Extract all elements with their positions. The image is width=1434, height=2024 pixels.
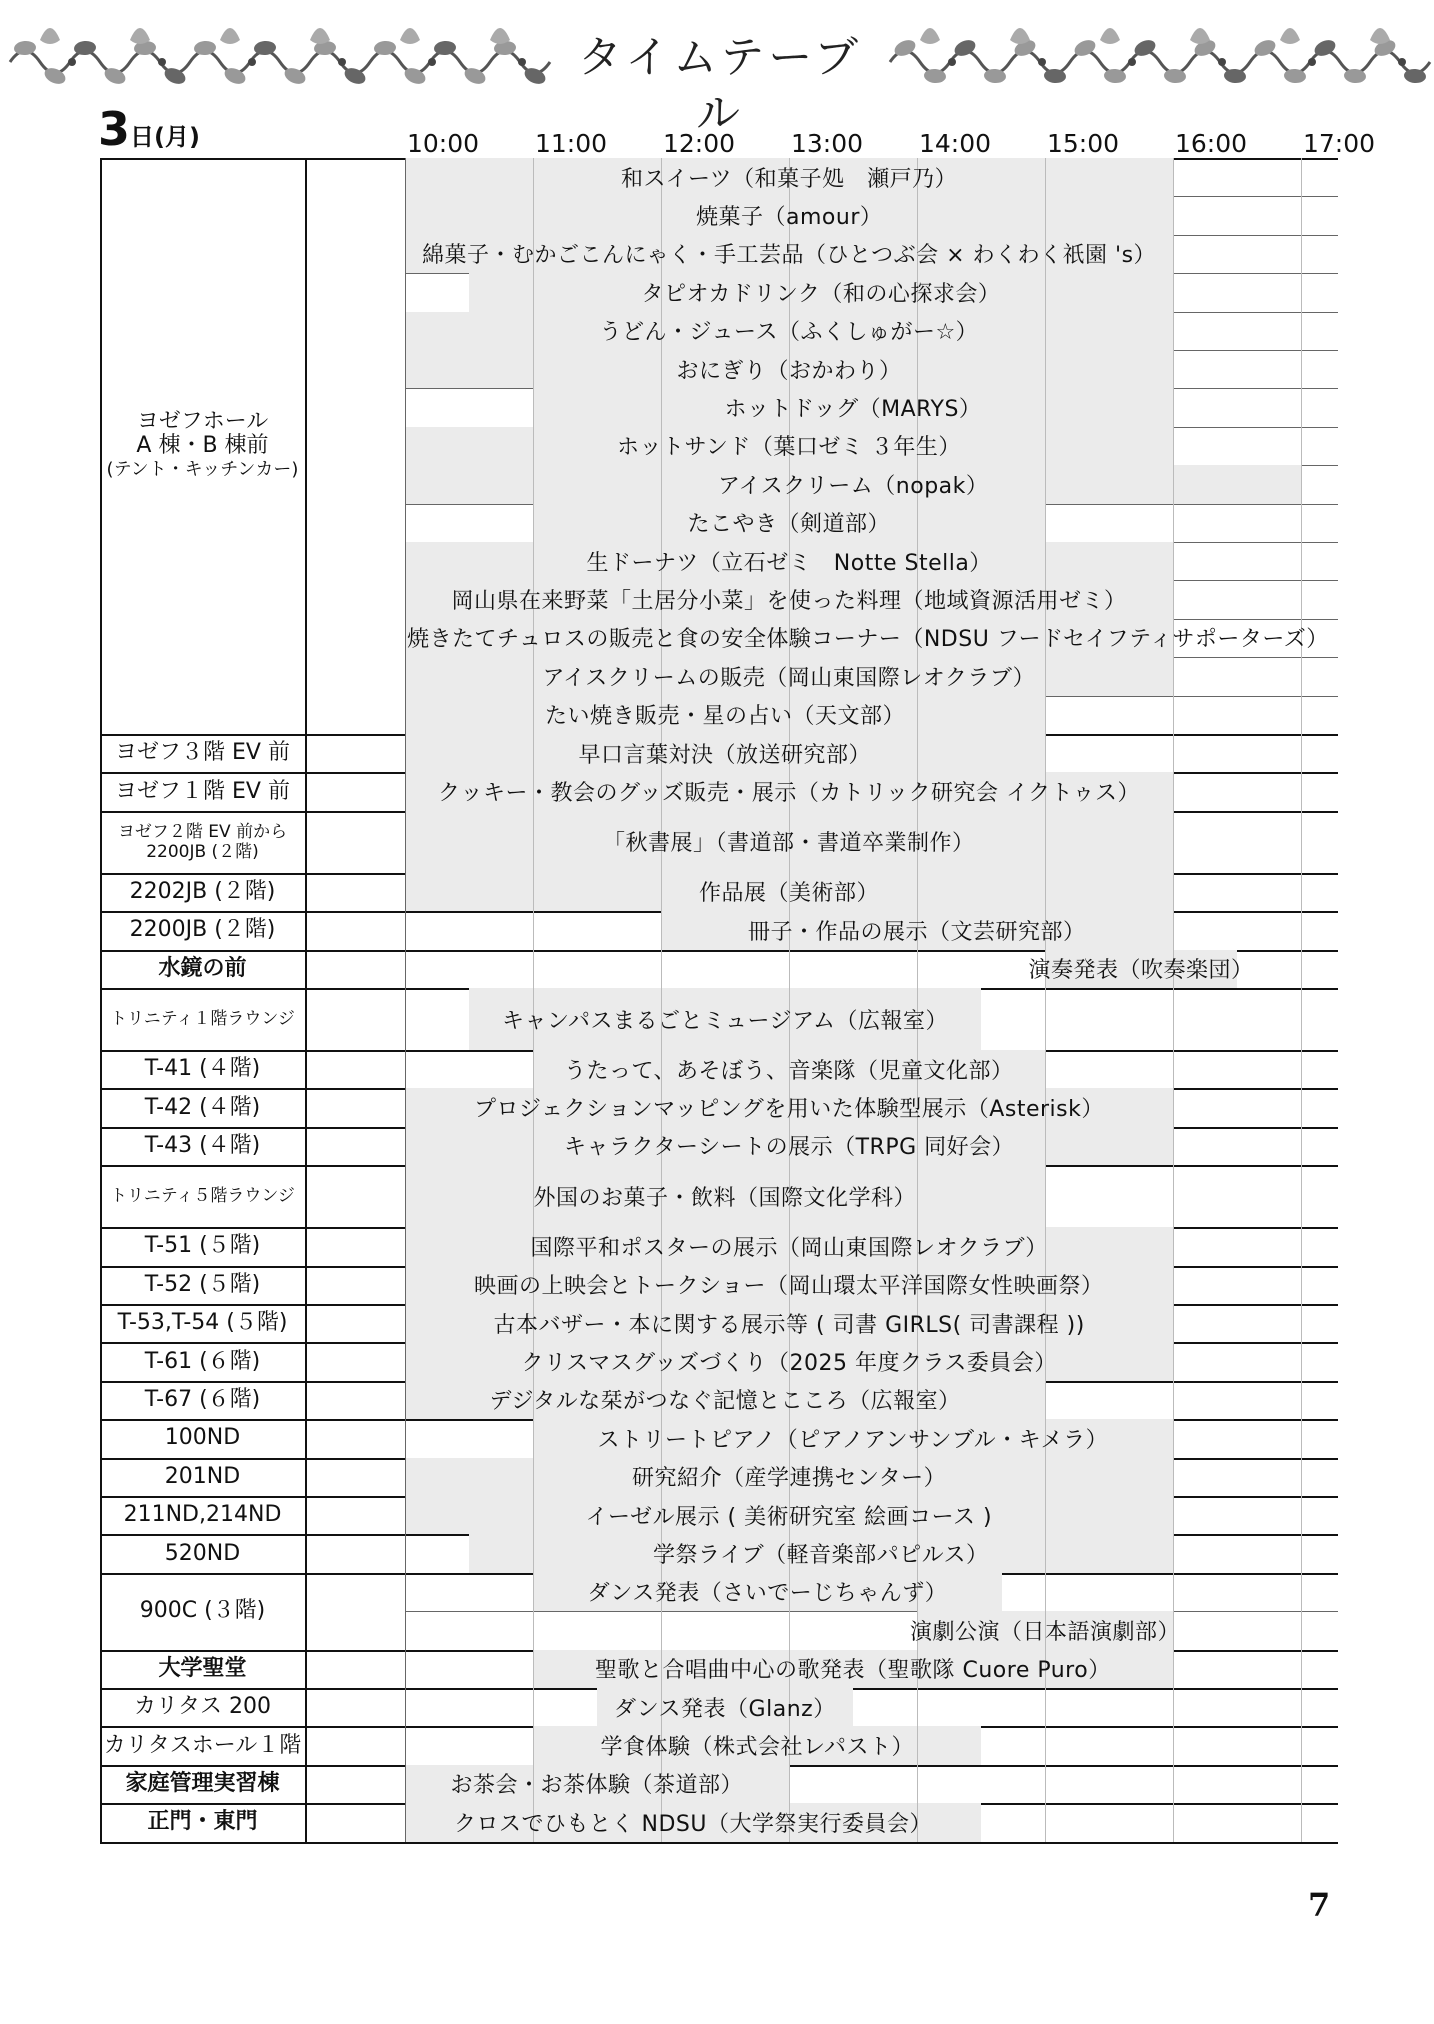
- hour-gridline: [1173, 1304, 1174, 1342]
- location-label-line: T-52 (５階): [144, 1271, 261, 1297]
- hour-gridline: [661, 950, 662, 988]
- hour-gridline: [1301, 1127, 1302, 1165]
- hour-gridline: [1173, 734, 1174, 772]
- table-border: [100, 158, 102, 1842]
- event-text: ダンス発表（さいでーじちゃんず）: [587, 1581, 948, 1607]
- location-label-line: カリタスホール１階: [103, 1732, 302, 1758]
- hour-gridline: [1301, 580, 1302, 618]
- hour-gridline: [1045, 811, 1046, 873]
- event-row: [100, 542, 1338, 580]
- event-text: 「秋書展」（書道部・書道卒業制作）: [603, 831, 975, 857]
- event-row: [100, 1534, 1338, 1572]
- hour-gridline: [1301, 1611, 1302, 1649]
- location-label-line: 大学聖堂: [158, 1655, 247, 1681]
- hour-gridline: [1173, 542, 1174, 580]
- hour-gridline: [533, 465, 534, 503]
- hour-gridline: [1301, 1381, 1302, 1419]
- event-row: [100, 1419, 1338, 1457]
- hour-gridline: [533, 427, 534, 465]
- event-text: ホットドッグ（MARYS）: [724, 397, 982, 423]
- location-label-line: ヨゼフホール: [136, 409, 269, 434]
- hour-gridline: [533, 950, 534, 988]
- event-text: イーゼル展示 ( 美術研究室 絵画コース ): [585, 1504, 993, 1530]
- event-row: [100, 1496, 1338, 1534]
- hour-gridline: [1045, 1534, 1046, 1572]
- event-row: [100, 504, 1338, 542]
- hour-gridline: [789, 1611, 790, 1649]
- event-text: 映画の上映会とトークショー（岡山環太平洋国際女性映画祭）: [474, 1274, 1104, 1300]
- hour-gridline: [917, 196, 918, 234]
- hour-gridline: [533, 542, 534, 580]
- hour-gridline: [1301, 657, 1302, 695]
- hour-gridline: [917, 504, 918, 542]
- time-label: 12:00: [663, 129, 736, 158]
- hour-gridline: [1301, 465, 1302, 503]
- hour-gridline: [533, 734, 534, 772]
- event-text: たこやき（剣道部）: [687, 512, 891, 538]
- event-row: [100, 235, 1338, 273]
- event-text: 冊子・作品の展示（文芸研究部）: [748, 919, 1086, 945]
- hour-gridline: [533, 388, 534, 426]
- location-label-line: 211ND,214ND: [123, 1502, 282, 1528]
- hour-gridline: [1173, 427, 1174, 465]
- event-row: [100, 911, 1338, 949]
- hour-gridline: [1045, 158, 1046, 196]
- hour-gridline: [917, 1726, 918, 1764]
- hour-gridline: [1045, 312, 1046, 350]
- hour-gridline: [1045, 1765, 1046, 1803]
- hour-gridline: [533, 1650, 534, 1688]
- hour-gridline: [1045, 988, 1046, 1050]
- time-label: 17:00: [1303, 129, 1376, 158]
- event-text: 早口言葉対決（放送研究部）: [578, 742, 872, 768]
- location-label-line: T-42 (４階): [144, 1094, 261, 1120]
- time-label: 11:00: [535, 129, 608, 158]
- hour-gridline: [1173, 1688, 1174, 1726]
- event-row: [100, 657, 1338, 695]
- event-row: [100, 1765, 1338, 1803]
- event-text: アイスクリームの販売（岡山東国際レオクラブ）: [542, 665, 1036, 691]
- event-text: 国際平和ポスターの展示（岡山東国際レオクラブ）: [530, 1235, 1048, 1261]
- hour-gridline: [661, 196, 662, 234]
- hour-gridline: [533, 1573, 534, 1611]
- hour-gridline: [1045, 1573, 1046, 1611]
- hour-gridline: [1301, 950, 1302, 988]
- location-label-line: T-41 (４階): [144, 1056, 261, 1082]
- time-label: 16:00: [1175, 129, 1248, 158]
- hour-gridline: [1045, 273, 1046, 311]
- page-title: タイムテーブル: [577, 32, 863, 139]
- location-label-line: ヨゼフ１階 EV 前: [115, 778, 290, 804]
- time-label: 10:00: [407, 129, 480, 158]
- hour-gridline: [1173, 350, 1174, 388]
- timetable: [100, 158, 1338, 1837]
- event-row: [100, 312, 1338, 350]
- event-text: 学食体験（株式会社レパスト）: [600, 1735, 914, 1761]
- hour-gridline: [1045, 1726, 1046, 1764]
- hour-gridline: [533, 1688, 534, 1726]
- hour-gridline: [661, 388, 662, 426]
- hour-gridline: [661, 350, 662, 388]
- event-row: [100, 1165, 1338, 1227]
- hour-gridline: [1173, 196, 1174, 234]
- hour-gridline: [1301, 542, 1302, 580]
- hour-gridline: [1301, 1304, 1302, 1342]
- hour-gridline: [533, 811, 534, 873]
- hour-gridline: [1301, 1650, 1302, 1688]
- hour-gridline: [1301, 235, 1302, 273]
- location-label-line: カリタス 200: [134, 1694, 271, 1720]
- event-row: [100, 1050, 1338, 1088]
- event-text: デジタルな栞がつなぐ記憶とこころ（広報室）: [489, 1389, 961, 1415]
- location-label-line: 2200JB (２階): [129, 917, 276, 943]
- hour-gridline: [917, 734, 918, 772]
- event-text: 生ドーナツ（立石ゼミ Notte Stella）: [586, 550, 992, 576]
- hour-gridline: [917, 1765, 918, 1803]
- event-text: ストリートピアノ（ピアノアンサンブル・キメラ）: [597, 1427, 1109, 1453]
- hour-gridline: [661, 911, 662, 949]
- hour-gridline: [1045, 1496, 1046, 1534]
- event-row: [100, 1381, 1338, 1419]
- hour-gridline: [1173, 1765, 1174, 1803]
- location-label-line: 100ND: [164, 1425, 241, 1451]
- hour-gridline: [1173, 388, 1174, 426]
- row-divider: [100, 1842, 1338, 1844]
- hour-gridline: [1173, 1165, 1174, 1227]
- event-text: 綿菓子・むかごこんにゃく・手工芸品（ひとつぶ会 × わくわく祇園 's）: [422, 243, 1157, 269]
- location-label-line: (テント・キッチンカー): [106, 459, 299, 480]
- event-row: [100, 1266, 1338, 1304]
- hour-gridline: [1045, 388, 1046, 426]
- location-label-line: 家庭管理実習棟: [125, 1770, 280, 1796]
- day-weekday: 日(月): [130, 123, 200, 151]
- hour-gridline: [1173, 988, 1174, 1050]
- hour-gridline: [1301, 734, 1302, 772]
- hour-gridline: [1045, 734, 1046, 772]
- hour-gridline: [1045, 1803, 1046, 1841]
- hour-gridline: [1173, 1573, 1174, 1611]
- hour-gridline: [1045, 542, 1046, 580]
- event-text: キャラクターシートの展示（TRPG 同好会）: [564, 1135, 1015, 1161]
- hour-gridline: [1173, 158, 1174, 196]
- location-label-line: A 棟・B 棟前: [136, 433, 269, 458]
- hour-gridline: [1301, 273, 1302, 311]
- hour-gridline: [1173, 1650, 1174, 1688]
- location-label-line: T-51 (５階): [144, 1233, 261, 1259]
- event-text: 古本バザー・本に関する展示等 ( 司書 GIRLS( 司書課程 )): [493, 1312, 1085, 1338]
- hour-gridline: [533, 158, 534, 196]
- event-row: [100, 1650, 1338, 1688]
- hour-gridline: [1173, 465, 1174, 503]
- event-text: 演奏発表（吹奏楽団）: [1028, 958, 1254, 984]
- hour-gridline: [1301, 1088, 1302, 1126]
- location-label-line: 2202JB (２階): [129, 878, 276, 904]
- hour-gridline: [1301, 388, 1302, 426]
- event-text: 焼菓子（amour）: [696, 205, 883, 231]
- location-label-line: ヨゼフ２階 EV 前から: [117, 821, 288, 842]
- hour-gridline: [533, 1726, 534, 1764]
- hour-gridline: [1301, 1266, 1302, 1304]
- hour-gridline: [1045, 465, 1046, 503]
- location-label-line: トリニティ１階ラウンジ: [110, 1009, 295, 1029]
- hour-gridline: [1045, 873, 1046, 911]
- event-text: 和スイーツ（和菓子処 瀬戸乃）: [621, 166, 958, 192]
- hour-gridline: [789, 1765, 790, 1803]
- location-label-line: 520ND: [164, 1540, 241, 1566]
- hour-gridline: [1045, 1127, 1046, 1165]
- hour-gridline: [1301, 772, 1302, 810]
- event-row: [100, 350, 1338, 388]
- hour-gridline: [1301, 196, 1302, 234]
- event-text: 作品展（美術部）: [699, 881, 880, 907]
- hour-gridline: [1173, 811, 1174, 873]
- hour-gridline: [1301, 1496, 1302, 1534]
- location-label-line: T-43 (４階): [144, 1132, 261, 1158]
- hour-gridline: [1173, 1342, 1174, 1380]
- event-row: [100, 1611, 1338, 1649]
- hour-gridline: [1045, 427, 1046, 465]
- event-row: [100, 388, 1338, 426]
- event-text: プロジェクションマッピングを用いた体験型展示（Asterisk）: [474, 1097, 1104, 1123]
- hour-gridline: [1173, 1458, 1174, 1496]
- hour-gridline: [1173, 1088, 1174, 1126]
- event-row: [100, 772, 1338, 810]
- hour-gridline: [1301, 1165, 1302, 1227]
- location-label-line: ヨゼフ３階 EV 前: [115, 740, 290, 766]
- event-text: クッキー・教会のグッズ販売・展示（カトリック研究会 イクトゥス）: [438, 781, 1141, 807]
- location-label-line: 水鏡の前: [158, 955, 247, 981]
- hour-gridline: [1301, 427, 1302, 465]
- hour-gridline: [533, 196, 534, 234]
- event-row: [100, 1803, 1338, 1841]
- location-label-line: 900C (３階): [139, 1598, 266, 1624]
- event-text: うどん・ジュース（ふくしゅがー☆）: [599, 320, 979, 346]
- hour-gridline: [533, 350, 534, 388]
- hour-gridline: [1301, 1227, 1302, 1265]
- hour-gridline: [533, 1458, 534, 1496]
- hour-gridline: [1301, 873, 1302, 911]
- event-row: [100, 988, 1338, 1050]
- event-row: [100, 873, 1338, 911]
- hour-gridline: [917, 350, 918, 388]
- event-text: お茶会・お茶体験（茶道部）: [450, 1773, 744, 1799]
- hour-gridline: [1173, 873, 1174, 911]
- hour-gridline: [1045, 1050, 1046, 1088]
- hour-gridline: [917, 950, 918, 988]
- event-row: [100, 619, 1338, 657]
- event-row: [100, 950, 1338, 988]
- hour-gridline: [1045, 504, 1046, 542]
- hour-gridline: [1301, 1803, 1302, 1841]
- hour-gridline: [533, 696, 534, 734]
- event-text: 聖歌と合唱曲中心の歌発表（聖歌隊 Cuore Puro）: [595, 1658, 1111, 1684]
- hour-gridline: [1045, 1458, 1046, 1496]
- table-border: [305, 158, 307, 1842]
- event-text: うたって、あそぼう、音楽隊（児童文化部）: [564, 1058, 1014, 1084]
- event-row: [100, 696, 1338, 734]
- hour-gridline: [1173, 1726, 1174, 1764]
- event-row: [100, 580, 1338, 618]
- event-text: 研究紹介（産学連携センター）: [632, 1466, 947, 1492]
- hour-gridline: [533, 504, 534, 542]
- hour-gridline: [1173, 657, 1174, 695]
- event-row: [100, 1726, 1338, 1764]
- event-text: ホットサンド（葉口ゼミ ３年生）: [617, 435, 961, 461]
- hour-gridline: [1301, 1342, 1302, 1380]
- hour-gridline: [533, 873, 534, 911]
- hour-gridline: [1301, 1573, 1302, 1611]
- event-row: [100, 1127, 1338, 1165]
- hour-gridline: [1045, 350, 1046, 388]
- hour-gridline: [1045, 1381, 1046, 1419]
- event-row: [100, 196, 1338, 234]
- hour-gridline: [533, 273, 534, 311]
- event-text: 焼きたてチュロスの販売と食の安全体験コーナー（NDSU フードセイフティサポーターズ）: [407, 627, 1329, 653]
- hour-gridline: [1301, 696, 1302, 734]
- hour-gridline: [1173, 504, 1174, 542]
- hour-gridline: [1301, 1534, 1302, 1572]
- hour-gridline: [1173, 911, 1174, 949]
- event-row: [100, 427, 1338, 465]
- hour-gridline: [533, 657, 534, 695]
- hour-gridline: [1173, 1227, 1174, 1265]
- hour-gridline: [1173, 1266, 1174, 1304]
- hour-gridline: [1173, 1127, 1174, 1165]
- hour-gridline: [917, 1165, 918, 1227]
- hour-gridline: [1301, 350, 1302, 388]
- hour-gridline: [1301, 1458, 1302, 1496]
- hour-gridline: [1173, 580, 1174, 618]
- hour-gridline: [1301, 1765, 1302, 1803]
- hour-gridline: [1173, 235, 1174, 273]
- event-row: [100, 273, 1338, 311]
- hour-gridline: [1173, 1419, 1174, 1457]
- event-text: 岡山県在来野菜「土居分小菜」を使った料理（地域資源活用ゼミ）: [451, 589, 1127, 615]
- hour-gridline: [533, 1534, 534, 1572]
- hour-gridline: [533, 1127, 534, 1165]
- hour-gridline: [1173, 273, 1174, 311]
- hour-gridline: [1173, 312, 1174, 350]
- location-label-line: 2200JB (２階): [146, 841, 259, 862]
- hour-gridline: [661, 504, 662, 542]
- hour-gridline: [1173, 1803, 1174, 1841]
- hour-gridline: [1173, 1496, 1174, 1534]
- hour-gridline: [1301, 811, 1302, 873]
- event-row: [100, 1227, 1338, 1265]
- hour-gridline: [1301, 911, 1302, 949]
- hour-gridline: [661, 1611, 662, 1649]
- hour-gridline: [1173, 1534, 1174, 1572]
- event-row: [100, 1573, 1338, 1611]
- location-label-line: T-53,T-54 (５階): [117, 1310, 288, 1336]
- event-row: [100, 811, 1338, 873]
- hour-gridline: [1045, 696, 1046, 734]
- hour-gridline: [533, 1496, 534, 1534]
- hour-gridline: [1301, 158, 1302, 196]
- table-border: [405, 158, 406, 1842]
- hour-gridline: [1045, 657, 1046, 695]
- event-row: [100, 1688, 1338, 1726]
- hour-gridline: [661, 465, 662, 503]
- event-text: アイスクリーム（nopak）: [718, 473, 989, 499]
- hour-gridline: [1301, 1050, 1302, 1088]
- hour-gridline: [1301, 504, 1302, 542]
- hour-gridline: [917, 1688, 918, 1726]
- hour-gridline: [1045, 196, 1046, 234]
- event-text: ダンス発表（Glanz）: [614, 1696, 836, 1722]
- hour-gridline: [533, 312, 534, 350]
- event-text: 外国のお菓子・飲料（国際文化学科）: [533, 1185, 917, 1211]
- hour-gridline: [1045, 1165, 1046, 1227]
- hour-gridline: [533, 1419, 534, 1457]
- hour-gridline: [533, 911, 534, 949]
- time-label: 15:00: [1047, 129, 1120, 158]
- location-label-line: 201ND: [164, 1463, 241, 1489]
- event-row: [100, 1304, 1338, 1342]
- time-label: 13:00: [791, 129, 864, 158]
- event-text: 演劇公演（日本語演劇部）: [910, 1619, 1181, 1645]
- event-text: おにぎり（おかわり）: [676, 358, 902, 384]
- event-row: [100, 158, 1338, 196]
- event-text: キャンパスまるごとミュージアム（広報室）: [502, 1008, 949, 1034]
- event-text: タピオカドリンク（和の心探求会）: [641, 281, 1001, 307]
- event-text: クリスマスグッズづくり（2025 年度クラス委員会）: [521, 1351, 1057, 1377]
- hour-gridline: [1173, 696, 1174, 734]
- event-text: クロスでひもとく NDSU（大学祭実行委員会）: [454, 1811, 932, 1837]
- location-label-line: T-67 (６階): [144, 1386, 261, 1412]
- hour-gridline: [1045, 1688, 1046, 1726]
- event-row: [100, 734, 1338, 772]
- time-label: 14:00: [919, 129, 992, 158]
- hour-gridline: [1301, 1419, 1302, 1457]
- hour-gridline: [917, 873, 918, 911]
- event-row: [100, 465, 1338, 503]
- event-row: [100, 1342, 1338, 1380]
- hour-gridline: [1301, 312, 1302, 350]
- hour-gridline: [533, 1611, 534, 1649]
- day-number: 3: [98, 102, 131, 156]
- page-number: 7: [1308, 1886, 1331, 1924]
- hour-gridline: [533, 1050, 534, 1088]
- hour-gridline: [1173, 1381, 1174, 1419]
- event-text: たい焼き販売・星の占い（天文部）: [545, 704, 906, 730]
- hour-gridline: [789, 950, 790, 988]
- event-row: [100, 1458, 1338, 1496]
- location-label-line: トリニティ５階ラウンジ: [110, 1186, 295, 1207]
- day-label: [98, 102, 200, 163]
- event-text: 学祭ライブ（軽音楽部パピルス）: [653, 1543, 989, 1569]
- location-label-line: T-61 (６階): [144, 1348, 261, 1374]
- hour-gridline: [1301, 1688, 1302, 1726]
- hour-gridline: [1301, 988, 1302, 1050]
- event-row: [100, 1088, 1338, 1126]
- hour-gridline: [1301, 1726, 1302, 1764]
- hour-gridline: [1173, 772, 1174, 810]
- hour-gridline: [1173, 1050, 1174, 1088]
- location-label-line: 正門・東門: [147, 1809, 258, 1835]
- hour-gridline: [917, 696, 918, 734]
- hour-gridline: [661, 873, 662, 911]
